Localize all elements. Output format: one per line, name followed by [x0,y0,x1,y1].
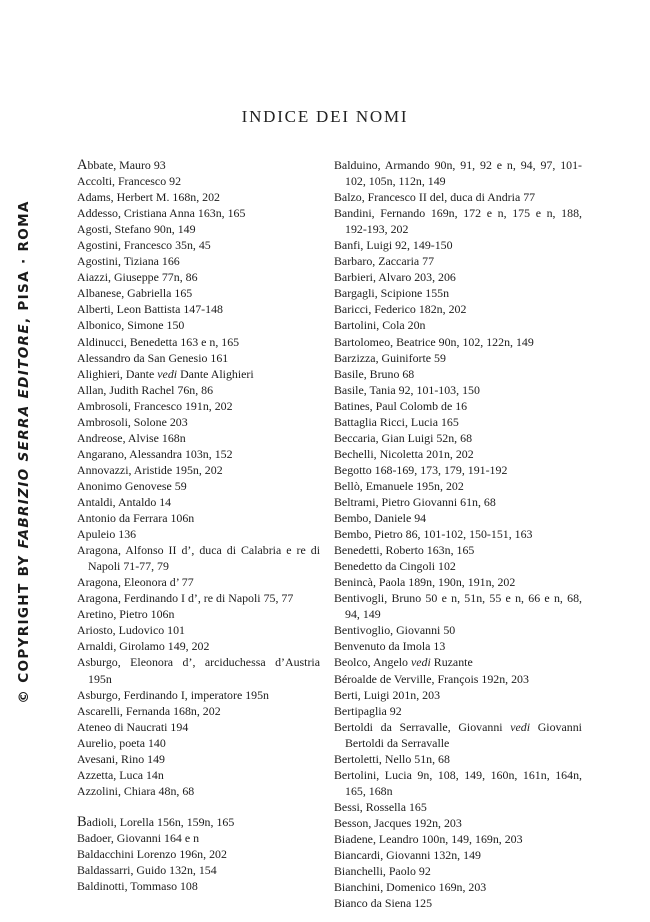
index-entry: Bessi, Rossella 165 [334,799,427,814]
index-entry: Bertoletti, Nello 51n, 68 [334,751,450,766]
copyright-sidebar [0,0,44,922]
index-entry: Benincà, Paola 189n, 190n, 191n, 202 [334,575,516,590]
index-entry: Adams, Herbert M. 168n, 202 [77,190,220,205]
index-entry: Ateneo di Naucrati 194 [77,719,189,734]
copyright-notice [16,200,32,704]
index-entry: Balzo, Francesco II del, duca di Andria 77 [334,190,536,205]
index-entry: Baldassarri, Guido 132n, 154 [77,863,217,878]
index-entry: Bembo, Daniele 94 [334,511,427,526]
index-entry: Apuleio 136 [77,527,137,542]
index-entry: Bertoldi da Serravalle, Giovanni vedi Giovanni Bertoldi da Serravalle [334,719,582,750]
index-entry: Ariosto, Ludovico 101 [77,623,185,638]
index-entry: Andreose, Alvise 168n [77,430,186,445]
index-entry: Beccaria, Gian Luigi 52n, 68 [334,430,473,445]
index-entry: Asburgo, Ferdinando I, imperatore 195n [77,687,269,702]
index-entry: Allan, Judith Rachel 76n, 86 [77,382,214,397]
index-entry: Benvenuto da Imola 13 [334,639,446,654]
index-entry: Baldinotti, Tommaso 108 [77,879,198,894]
index-entry: Aretino, Pietro 106n [77,607,175,622]
index-entry: Benedetto da Cingoli 102 [334,559,456,574]
index-entry: Aurelio, poeta 140 [77,735,166,750]
index-entry: Annovazzi, Aristide 195n, 202 [77,462,223,477]
publisher-location: , PISA · ROMA [16,200,32,324]
index-entry: Ambrosoli, Solone 203 [77,414,188,429]
index-entry: Batines, Paul Colomb de 16 [334,398,468,413]
index-entry: Bianco da Siena 125 [334,896,433,911]
index-entry: Besson, Jacques 192n, 203 [334,815,462,830]
index-entry: Bembo, Pietro 86, 101-102, 150-151, 163 [334,527,533,542]
index-entry: Arnaldi, Girolamo 149, 202 [77,639,210,654]
index-entry: Badioli, Lorella 156n, 159n, 165 [77,813,235,830]
index-entry: Antonio da Ferrara 106n [77,511,195,526]
index-entry: Bentivogli, Bruno 50 e n, 51n, 55 e n, 66 e n, 68, 94, 149 [334,591,582,622]
index-entry: Azzolini, Chiara 48n, 68 [77,783,195,798]
index-entry: Avesani, Rino 149 [77,751,165,766]
index-entry: Biancardi, Giovanni 132n, 149 [334,848,481,863]
index-entry: Berti, Luigi 201n, 203 [334,687,441,702]
index-entry: Bertolini, Lucia 9n, 108, 149, 160n, 161n, 164n, 165, 168n [334,767,582,798]
index-entry: Benedetti, Roberto 163n, 165 [334,543,475,558]
index-entry: Bechelli, Nicoletta 201n, 202 [334,446,474,461]
page-title: INDICE DEI NOMI [241,107,409,126]
index-entry: Anonimo Genovese 59 [77,478,187,493]
index-entry: Bianchini, Domenico 169n, 203 [334,880,487,895]
index-entry: Balduino, Armando 90n, 91, 92 e n, 94, 97, 101-102, 105n, 112n, 149 [334,158,582,189]
index-entry: Baricci, Federico 182n, 202 [334,302,467,317]
index-column-left [77,157,320,894]
index-entry: Battaglia Ricci, Lucia 165 [334,414,459,429]
index-entry: Aragona, Eleonora d’ 77 [77,575,194,590]
index-entry: Angarano, Alessandra 103n, 152 [77,446,233,461]
index-entry: Béroalde de Verville, François 192n, 203 [334,671,529,686]
index-entry: Albanese, Gabriella 165 [77,286,193,301]
index-entry: Bargagli, Scipione 155n [334,286,450,301]
index-group-b [77,814,320,894]
index-entry: Ambrosoli, Francesco 191n, 202 [77,398,233,413]
index-entry: Accolti, Francesco 92 [77,174,182,189]
index-entry: Biadene, Leandro 100n, 149, 169n, 203 [334,831,523,846]
index-entry: Albonico, Simone 150 [77,318,185,333]
index-entry: Bartolomeo, Beatrice 90n, 102, 122n, 149 [334,334,534,349]
index-entry: Banfi, Luigi 92, 149-150 [334,238,453,253]
index-entry: Basile, Tania 92, 101-103, 150 [334,382,480,397]
index-entry: Azzetta, Luca 14n [77,767,164,782]
index-entry: Barbieri, Alvaro 203, 206 [334,270,456,285]
index-entry: Beolco, Angelo vedi Ruzante [334,655,473,670]
index-entry: Asburgo, Eleonora d’, arciduchessa d’Austria 195n [77,655,320,686]
index-entry: Alighieri, Dante vedi Dante Alighieri [77,366,254,381]
index-entry: Antaldi, Antaldo 14 [77,494,172,509]
index-entry: Beltrami, Pietro Giovanni 61n, 68 [334,494,496,509]
index-entry: Barbaro, Zaccaria 77 [334,254,435,269]
index-entry: Alberti, Leon Battista 147-148 [77,302,223,317]
copyright-text: COPYRIGHT BY [16,548,32,689]
index-entry: Bellò, Emanuele 195n, 202 [334,478,464,493]
index-group-b-continued [334,157,582,911]
index-entry: Aragona, Alfonso II d’, duca di Calabria e re di Napoli 71-77, 79 [77,543,320,574]
copyright-symbol: © [16,688,32,704]
index-column-right [334,157,582,911]
index-entry: Agostini, Francesco 35n, 45 [77,238,211,253]
index-entry: Ascarelli, Fernanda 168n, 202 [77,703,221,718]
index-entry: Barzizza, Guiniforte 59 [334,350,446,365]
index-entry: Aldinucci, Benedetta 163 e n, 165 [77,334,240,349]
index-entry: Badoer, Giovanni 164 e n [77,830,200,845]
index-entry: Bentivoglio, Giovanni 50 [334,623,456,638]
index-entry: Abbate, Mauro 93 [77,157,166,173]
index-entry: Alessandro da San Genesio 161 [77,350,229,365]
index-entry: Bertipaglia 92 [334,703,402,718]
index-group-a [77,157,320,799]
index-entry: Aragona, Ferdinando I d’, re di Napoli 75, 77 [77,591,294,606]
index-entry: Bianchelli, Paolo 92 [334,864,431,879]
index-entry: Bandini, Fernando 169n, 172 e n, 175 e n, 188, 192-193, 202 [334,206,582,237]
index-entry: Agostini, Tiziana 166 [77,254,180,269]
index-entry: Baldacchini Lorenzo 196n, 202 [77,846,227,861]
index-entry: Bartolini, Cola 20n [334,318,426,333]
index-entry: Begotto 168-169, 173, 179, 191-192 [334,462,508,477]
index-entry: Agosti, Stefano 90n, 149 [77,222,196,237]
index-entry: Basile, Bruno 68 [334,366,415,381]
publisher-name: FABRIZIO SERRA EDITORE [16,323,32,549]
section-gap [77,799,320,814]
index-entry: Aiazzi, Giuseppe 77n, 86 [77,270,198,285]
index-entry: Addesso, Cristiana Anna 163n, 165 [77,206,246,221]
